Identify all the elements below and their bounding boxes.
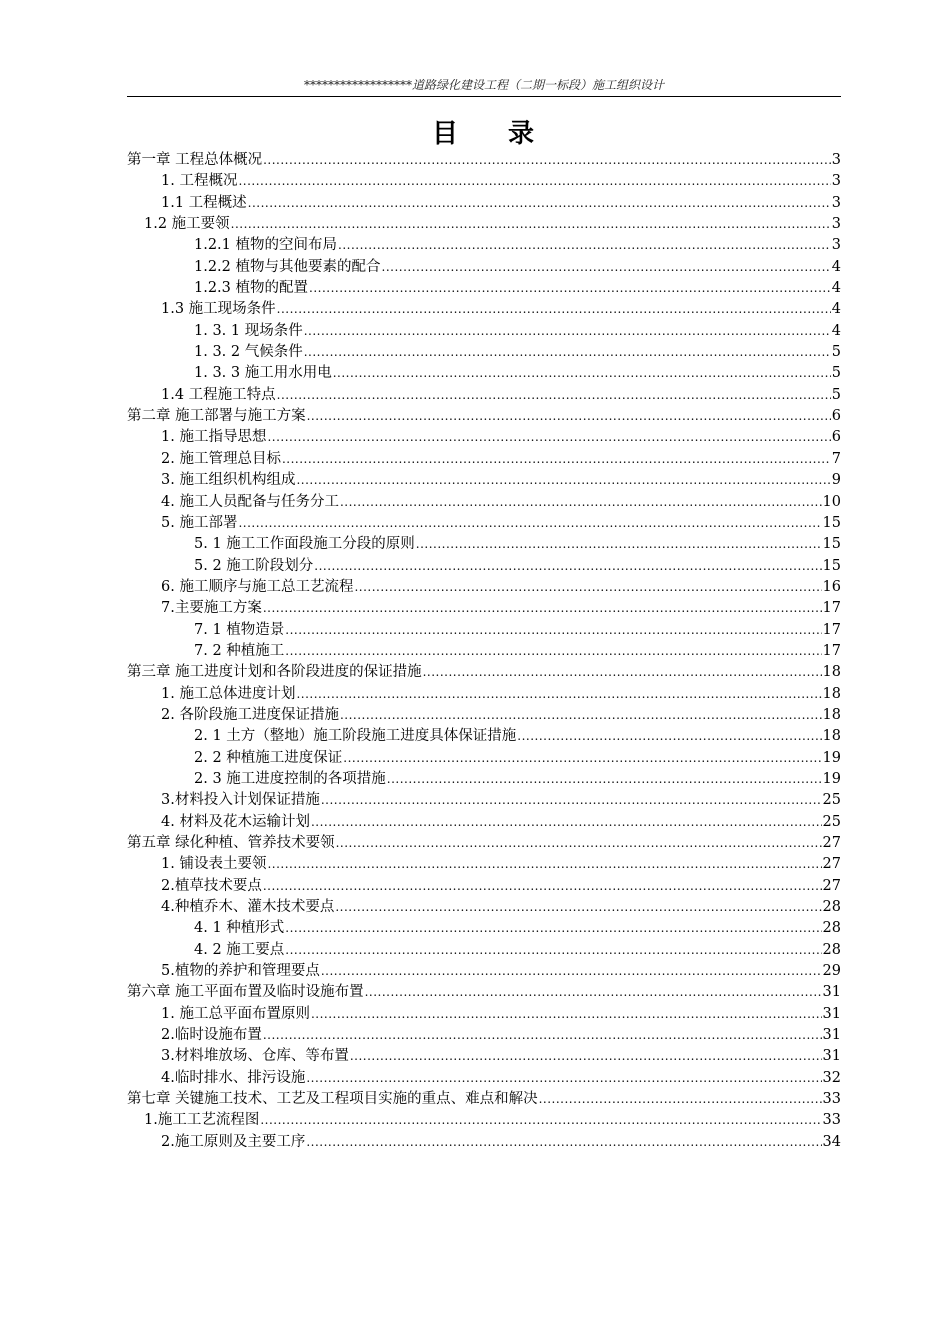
toc-entry-label: 2. 1 土方（整地）施工阶段施工进度具体保证措施 [194, 728, 517, 745]
toc-page-number: 3 [831, 173, 841, 190]
toc-entry[interactable] [127, 427, 841, 448]
toc-entry[interactable] [127, 577, 841, 598]
toc-entry[interactable] [127, 406, 841, 427]
toc-page-number: 6 [831, 408, 841, 425]
toc-entry[interactable] [127, 726, 841, 747]
toc-page-number: 5 [831, 386, 841, 403]
toc-entry-label: 4. 2 施工要点 [194, 941, 285, 958]
toc-leader-dots [263, 598, 822, 619]
toc-entry[interactable] [127, 769, 841, 790]
toc-page-number: 10 [822, 493, 841, 510]
toc-leader-dots [321, 790, 822, 811]
toc-entry[interactable] [127, 833, 841, 854]
toc-leader-dots [285, 918, 821, 939]
toc-leader-dots [350, 1046, 822, 1067]
toc-entry[interactable] [127, 705, 841, 726]
toc-page-number: 32 [822, 1069, 841, 1086]
toc-page-number: 5 [831, 344, 841, 361]
toc-entry[interactable] [127, 897, 841, 918]
toc-page-number: 15 [822, 514, 841, 531]
toc-entry[interactable] [127, 534, 841, 555]
toc-leader-dots [387, 769, 822, 790]
toc-entry-label: 1.1 工程概述 [161, 194, 247, 211]
toc-leader-dots [309, 278, 831, 299]
toc-page-number: 28 [822, 941, 841, 958]
toc-leader-dots [365, 982, 822, 1003]
toc-page-number: 4 [831, 301, 841, 318]
toc-leader-dots [335, 897, 821, 918]
toc-page-number: 31 [822, 1005, 841, 1022]
toc-leader-dots [343, 748, 821, 769]
toc-entry-label: 第六章 施工平面布置及临时设施布置 [127, 984, 364, 1001]
toc-entry-label: 3. 施工组织机构组成 [161, 472, 296, 489]
toc-page-number: 4 [831, 280, 841, 297]
toc-entry-label: 4.种植乔木、灌木技术要点 [161, 899, 335, 916]
toc-entry[interactable] [127, 363, 841, 384]
toc-leader-dots [238, 513, 821, 534]
toc-leader-dots [282, 449, 831, 470]
toc-entry-label: 3.材料投入计划保证措施 [161, 792, 320, 809]
toc-leader-dots [354, 577, 821, 598]
toc-page-number: 18 [822, 664, 841, 681]
toc-entry[interactable] [127, 1046, 841, 1067]
toc-leader-dots [338, 235, 831, 256]
toc-entry[interactable] [127, 812, 841, 833]
toc-page-number: 27 [822, 835, 841, 851]
toc-leader-dots [285, 620, 821, 641]
toc-page-number: 17 [822, 621, 841, 638]
toc-entry[interactable] [127, 1025, 841, 1046]
toc-leader-dots [340, 492, 822, 513]
toc-entry[interactable] [127, 1089, 841, 1110]
toc-entry-label: 1.施工工艺流程图 [144, 1112, 260, 1129]
toc-entry-label: 4. 材料及花木运输计划 [161, 813, 310, 830]
toc-leader-dots [307, 406, 831, 427]
toc-leader-dots [267, 427, 830, 448]
toc-page-number: 29 [822, 963, 841, 980]
running-header [127, 76, 841, 97]
toc-leader-dots [238, 171, 830, 192]
toc-leader-dots [336, 833, 822, 854]
toc-page-number: 4 [831, 322, 841, 339]
toc-entry[interactable] [127, 150, 841, 171]
toc-entry[interactable] [127, 684, 841, 705]
toc-entry-label: 3.材料堆放场、仓库、等布置 [161, 1048, 349, 1065]
toc-entry-label: 4. 1 种植形式 [194, 920, 285, 937]
toc-entry[interactable] [127, 620, 841, 641]
toc-entry[interactable] [127, 876, 841, 897]
toc-entry[interactable] [127, 235, 841, 256]
toc-entry-label: 1.4 工程施工特点 [161, 386, 276, 403]
toc-entry-label: 1. 施工总平面布置原则 [161, 1005, 310, 1022]
toc-leader-dots [285, 940, 821, 961]
toc-leader-dots [314, 556, 821, 577]
toc-page-number: 18 [822, 728, 841, 745]
toc-entry-label: 第五章 绿化种植、管养技术要领 [127, 835, 335, 851]
toc-entry[interactable] [127, 1132, 841, 1153]
toc-leader-dots [311, 1004, 822, 1025]
toc-page-number: 3 [831, 237, 841, 254]
toc-entry-label: 第七章 关键施工技术、工艺及工程项目实施的重点、难点和解决 [127, 1091, 538, 1108]
toc-entry-label: 2. 3 施工进度控制的各项措施 [194, 770, 386, 787]
toc-entry-label: 2. 施工管理总目标 [161, 450, 281, 467]
toc-entry[interactable] [127, 748, 841, 769]
toc-entry[interactable] [127, 940, 841, 961]
toc-leader-dots [382, 257, 831, 278]
toc-entry-label: 1. 工程概况 [161, 173, 238, 190]
toc-entry[interactable] [127, 961, 841, 982]
toc-entry[interactable] [127, 492, 841, 513]
toc-page-number: 5 [831, 365, 841, 382]
toc-page-number: 34 [822, 1133, 841, 1150]
toc-entry[interactable] [127, 1068, 841, 1089]
toc-leader-dots [263, 150, 831, 171]
toc-entry-label: 5. 施工部署 [161, 514, 238, 531]
toc-page-number: 33 [822, 1112, 841, 1129]
toc-entry-label: 1. 3. 3 施工用水用电 [194, 365, 332, 382]
toc-entry[interactable] [127, 790, 841, 811]
toc-entry-label: 2.临时设施布置 [161, 1027, 262, 1044]
toc-leader-dots [285, 641, 821, 662]
toc-page-number: 3 [831, 152, 841, 168]
table-of-contents [127, 150, 841, 1153]
toc-leader-dots [260, 1110, 821, 1131]
toc-page-number: 15 [822, 536, 841, 553]
toc-page-number: 16 [822, 578, 841, 595]
page-title [127, 114, 841, 154]
toc-entry[interactable] [127, 662, 841, 683]
toc-page-number: 19 [822, 770, 841, 787]
toc-leader-dots [321, 961, 822, 982]
toc-page-number: 31 [822, 984, 841, 1001]
toc-leader-dots [311, 812, 822, 833]
toc-leader-dots [296, 684, 821, 705]
toc-entry[interactable] [127, 641, 841, 662]
toc-entry-label: 6. 施工顺序与施工总工艺流程 [161, 578, 354, 595]
toc-entry[interactable] [127, 1004, 841, 1025]
toc-entry[interactable] [127, 449, 841, 470]
toc-page-number: 27 [822, 877, 841, 894]
toc-leader-dots [263, 876, 822, 897]
toc-page-number: 9 [831, 472, 841, 489]
toc-entry-label: 2. 各阶段施工进度保证措施 [161, 706, 339, 723]
toc-entry[interactable] [127, 385, 841, 406]
toc-leader-dots [296, 470, 830, 491]
toc-entry-label: 4. 施工人员配备与任务分工 [161, 493, 339, 510]
toc-page-number: 7 [831, 450, 841, 467]
toc-page-number: 4 [831, 258, 841, 275]
toc-entry-label: 5. 2 施工阶段划分 [194, 557, 314, 574]
toc-leader-dots [517, 726, 821, 747]
toc-entry[interactable] [127, 171, 841, 192]
toc-leader-dots [416, 534, 822, 555]
toc-leader-dots [340, 705, 822, 726]
toc-leader-dots [263, 1025, 822, 1046]
page-title-right: 录 [508, 119, 537, 149]
toc-page-number: 19 [822, 749, 841, 766]
toc-page-number: 18 [822, 706, 841, 723]
toc-entry[interactable] [127, 598, 841, 619]
toc-entry[interactable] [127, 257, 841, 278]
toc-entry[interactable] [127, 278, 841, 299]
toc-leader-dots [423, 662, 822, 683]
toc-page-number: 33 [822, 1091, 841, 1108]
toc-entry[interactable] [127, 214, 841, 235]
toc-entry-label: 1. 3. 1 现场条件 [194, 322, 303, 339]
toc-entry-label: 2.施工原则及主要工序 [161, 1133, 306, 1150]
toc-entry[interactable] [127, 321, 841, 342]
toc-entry-label: 1. 施工总体进度计划 [161, 685, 296, 702]
toc-entry[interactable] [127, 342, 841, 363]
toc-leader-dots [231, 214, 831, 235]
toc-entry[interactable] [127, 299, 841, 320]
toc-entry-label: 1.2.2 植物与其他要素的配合 [194, 258, 381, 275]
toc-page-number: 17 [822, 642, 841, 659]
toc-entry-label: 7. 2 种植施工 [194, 642, 285, 659]
toc-leader-dots [304, 342, 831, 363]
toc-leader-dots [304, 321, 831, 342]
toc-page-number: 31 [822, 1027, 841, 1044]
toc-entry-label: 5.植物的养护和管理要点 [161, 963, 320, 980]
toc-entry-label: 1. 施工指导思想 [161, 429, 267, 446]
toc-leader-dots [306, 1068, 821, 1089]
toc-page-number: 3 [831, 194, 841, 211]
toc-page-number: 28 [822, 920, 841, 937]
toc-entry[interactable] [127, 982, 841, 1003]
toc-entry-label: 第三章 施工进度计划和各阶段进度的保证措施 [127, 664, 422, 681]
toc-entry[interactable] [127, 918, 841, 939]
toc-entry-label: 1.2 施工要领 [144, 216, 230, 233]
toc-page-number: 3 [831, 216, 841, 233]
toc-page-number: 25 [822, 813, 841, 830]
toc-entry-label: 7.主要施工方案 [161, 600, 262, 617]
page-title-left: 目 [431, 119, 460, 149]
toc-entry[interactable] [127, 470, 841, 491]
toc-leader-dots [306, 1132, 821, 1153]
toc-entry-label: 2.植草技术要点 [161, 877, 262, 894]
toc-entry-label: 2. 2 种植施工进度保证 [194, 749, 343, 766]
toc-entry[interactable] [127, 1110, 841, 1131]
toc-entry[interactable] [127, 556, 841, 577]
toc-page-number: 27 [822, 856, 841, 873]
toc-entry[interactable] [127, 193, 841, 214]
toc-page-number: 15 [822, 557, 841, 574]
toc-entry-label: 7. 1 植物造景 [194, 621, 285, 638]
toc-page-number: 18 [822, 685, 841, 702]
toc-entry-label: 5. 1 施工工作面段施工分段的原则 [194, 536, 415, 553]
toc-leader-dots [248, 193, 831, 214]
toc-page-number: 17 [822, 600, 841, 617]
toc-entry-label: 1. 铺设表土要领 [161, 856, 267, 873]
toc-leader-dots [277, 299, 831, 320]
toc-leader-dots [267, 854, 821, 875]
toc-entry-label: 1.3 施工现场条件 [161, 301, 276, 318]
toc-page-number: 25 [822, 792, 841, 809]
toc-leader-dots [539, 1089, 822, 1110]
toc-entry-label: 1. 3. 2 气候条件 [194, 344, 303, 361]
toc-leader-dots [277, 385, 831, 406]
toc-entry-label: 1.2.1 植物的空间布局 [194, 237, 338, 254]
toc-page-number: 6 [831, 429, 841, 446]
toc-entry-label: 第一章 工程总体概况 [127, 152, 263, 168]
toc-entry-label: 1.2.3 植物的配置 [194, 280, 309, 297]
toc-entry[interactable] [127, 513, 841, 534]
toc-leader-dots [333, 363, 831, 384]
toc-entry[interactable] [127, 854, 841, 875]
toc-page-number: 31 [822, 1048, 841, 1065]
running-header-text: ******************道路绿化建设工程（二期一标段）施工组织设计 [303, 78, 664, 92]
toc-entry-label: 第二章 施工部署与施工方案 [127, 408, 306, 425]
toc-entry-label: 4.临时排水、排污设施 [161, 1069, 306, 1086]
toc-page-number: 28 [822, 899, 841, 916]
